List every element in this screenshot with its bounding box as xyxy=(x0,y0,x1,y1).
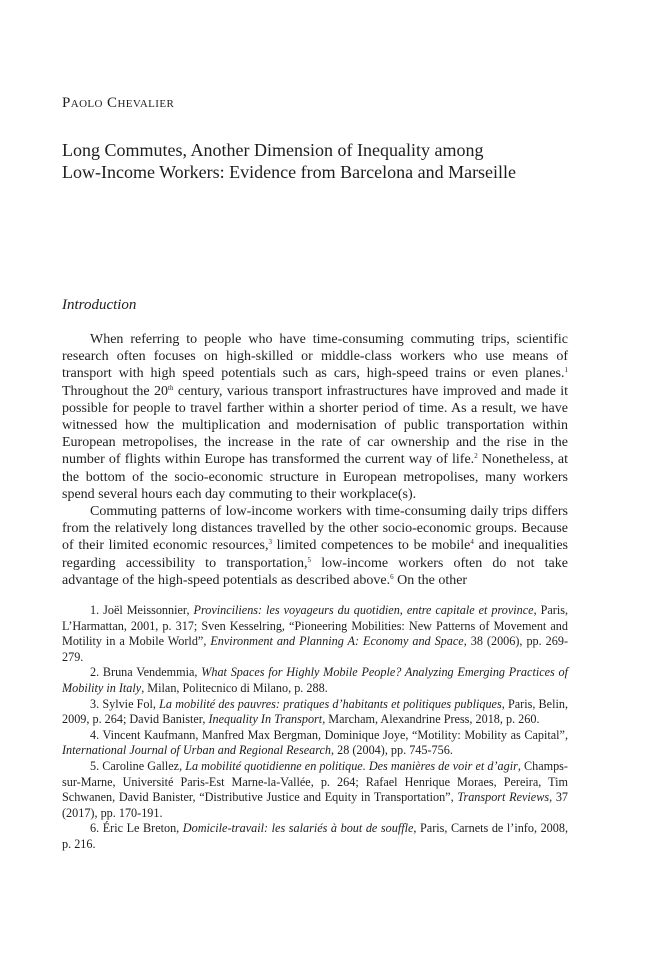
text-run: Commuting patterns of low-income workers with time-consuming daily trips differs from the relatively long distances travelled by the other socio-economic groups. Because of their limited economic resources, xyxy=(62,504,568,554)
text-run: When referring to people who have time-consuming commuting trips, scientific research often focuses on high-skilled or middle-class workers who use means of transport with high speed potentials such as cars, high-speed trains or even planes. xyxy=(62,332,568,382)
footnote-title: International Journal of Urban and Regional Research xyxy=(62,743,331,758)
footnote-text: Paris, Carnets de l’info, 2008, p. 216. xyxy=(62,821,569,851)
chapter-title-line-2: Low-Income Workers: Evidence from Barcelona and Marseille xyxy=(62,162,517,182)
text-run: limited competences to be mobile xyxy=(272,538,471,554)
paragraph xyxy=(62,503,568,589)
chapter-title-line-1: Long Commutes, Another Dimension of Inequality among xyxy=(62,140,484,160)
author-name: Paolo Chevalier xyxy=(62,95,175,111)
text-run: and inequalities regarding accessibility to transportation, xyxy=(62,538,568,571)
footnote-ref[interactable]: 1 xyxy=(564,366,568,375)
footnote-title: Environment and Planning A: Economy and Space xyxy=(210,634,464,649)
footnote-text: 1. Joël Meissonnier, xyxy=(90,603,194,617)
footnote-ref[interactable]: 4 xyxy=(470,538,474,547)
footnote-text: , Champs-sur-Marne, Université Paris-Est Marne-la-Vallée, p. 264; Rafael Henrique Moraes, Pereira, Tim Schwanen, David Banister, “Distributive Justice and Equity in Transportation”, xyxy=(62,758,568,805)
footnote-title: Provinciliens: les voyageurs du quotidien, entre capitale et province xyxy=(193,603,534,617)
footnote xyxy=(62,603,568,665)
body-text xyxy=(62,331,568,589)
footnote-text: 6. Éric Le Breton, xyxy=(90,821,183,836)
footnote-title: What Spaces for Highly Mobile People? Analyzing Emerging Practices of Mobility in Italy xyxy=(62,665,569,695)
footnote-text: , 37 (2017), pp. 170-191. xyxy=(62,790,569,820)
text-run: On the other xyxy=(393,572,468,588)
footnote-title: La mobilité des pauvres: pratiques d’habitants et politiques publiques xyxy=(159,696,502,711)
text-run: low-income workers often do not take advantage of the high-speed potentials as described above. xyxy=(62,555,568,588)
footnote-text: , 28 (2004), pp. 745-756. xyxy=(331,743,453,758)
footnote-title: Domicile-travail: les salariés à bout de souffle, xyxy=(182,821,417,836)
footnote xyxy=(62,759,568,821)
footnote-title: La mobilité quotidienne en politique. Des manières de voir et d’agir xyxy=(185,758,518,773)
footnote-text: 3. Sylvie Fol, xyxy=(90,696,160,711)
ordinal-suffix: th xyxy=(168,383,174,392)
paragraph xyxy=(62,331,568,503)
footnote xyxy=(62,697,568,728)
footnote xyxy=(62,728,568,759)
footnote-text: , Paris, L’Harmattan, 2001, p. 317; Sven Kesselring, “Pioneering Mobilities: New Patterns of Movement and Motility in a Mobile World”, xyxy=(62,603,568,649)
footnote-text: , Milan, Politecnico di Milano, p. 288. xyxy=(141,680,328,695)
footnotes xyxy=(62,603,568,853)
footnote-text: , 38 (2006), pp. 269-279. xyxy=(62,634,569,664)
footnote-title: Transport Reviews xyxy=(457,790,550,805)
footnote xyxy=(62,665,568,696)
text-run: Nonetheless, at the bottom of the socio-economic structure in European metropolises, many workers spend several hours each day commuting to their workplace(s). xyxy=(62,452,569,502)
footnote-text: , Paris, Belin, 2009, p. 264; David Banister, xyxy=(62,696,569,727)
footnote-ref[interactable]: 2 xyxy=(474,452,478,461)
footnote-ref[interactable]: 5 xyxy=(307,555,312,564)
text-run: Throughout the 20 xyxy=(62,383,169,399)
footnote-ref[interactable]: 3 xyxy=(268,538,272,547)
footnote-text: 4. Vincent Kaufmann, Manfred Max Bergman, Dominique Joye, “Motility: Mobility as Capital”, xyxy=(90,727,568,742)
chapter-title xyxy=(62,139,568,183)
footnote-ref[interactable]: 6 xyxy=(390,572,394,581)
footnote xyxy=(62,821,568,852)
footnote-text: 2. Bruna Vendemmia, xyxy=(90,665,202,680)
section-heading: Introduction xyxy=(62,297,137,313)
footnote-text: 5. Caroline Gallez, xyxy=(90,758,186,773)
footnote-title: Inequality In Transport xyxy=(208,712,323,727)
text-run: century, various transport infrastructures have improved and made it possible for people to travel farther within a shorter period of time. As a result, we have witnessed how the multiplication and modernisation of public transportation within European metropolises, the increase in the rate of car ownership and the rise in the number of flights within Europe has transformed the current way of life. xyxy=(62,383,568,468)
footnote-text: , Marcham, Alexandrine Press, 2018, p. 260. xyxy=(322,712,540,727)
